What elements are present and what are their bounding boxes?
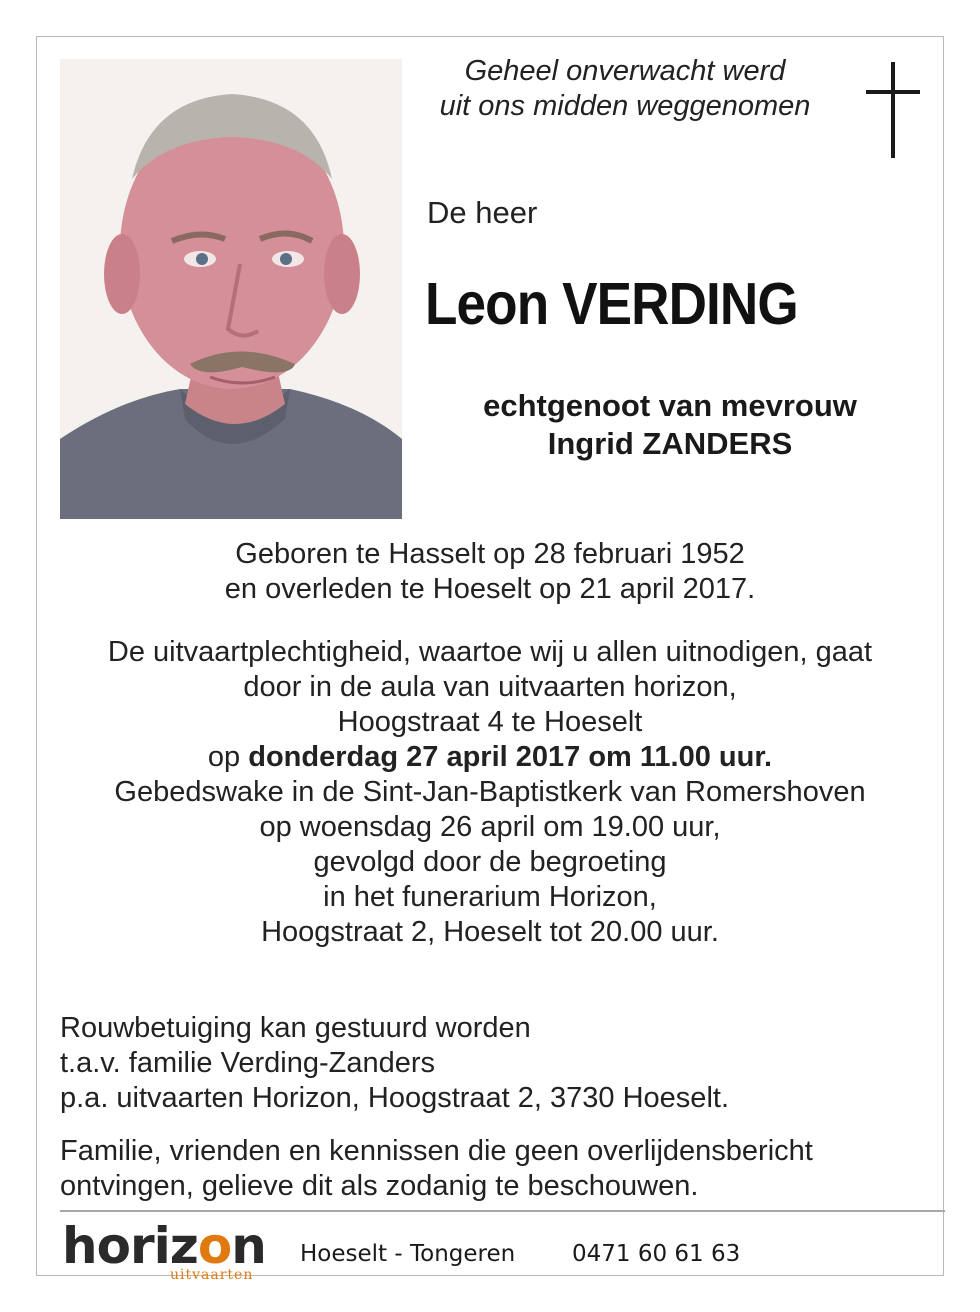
footer-phone: 0471 60 61 63 xyxy=(572,1241,741,1267)
spouse-info xyxy=(430,387,910,463)
spouse-line-2: Ingrid ZANDERS xyxy=(547,426,793,461)
footer-locations: Hoeselt - Tongeren xyxy=(300,1241,516,1267)
funeral-line-7: gevolgd door de begroeting xyxy=(313,846,667,878)
funeral-info xyxy=(40,635,940,950)
logo-wordmark: horizon xyxy=(62,1217,266,1275)
intro-line-2: uit ons midden weggenomen xyxy=(439,90,811,122)
spouse-line-1: echtgenoot van mevrouw xyxy=(483,388,857,423)
cross-icon xyxy=(866,62,920,158)
notice-line-2: ontvingen, gelieve dit als zodanig te beschouwen. xyxy=(60,1170,699,1202)
funeral-date: donderdag 27 april 2017 om 11.00 uur. xyxy=(248,741,773,773)
funeral-line-1: De uitvaartplechtigheid, waartoe wij u allen uitnodigen, gaat xyxy=(107,636,873,668)
funeral-line-3: Hoogstraat 4 te Hoeselt xyxy=(337,706,643,738)
funeral-date-line xyxy=(40,740,940,775)
notice-line-1: Familie, vrienden en kennissen die geen overlijdensbericht xyxy=(60,1135,813,1167)
honorific: De heer xyxy=(427,195,538,230)
funeral-line-6: op woensdag 26 april om 19.00 uur, xyxy=(259,811,721,843)
footer-divider xyxy=(60,1210,945,1212)
condolences-line-2: t.a.v. familie Verding-Zanders xyxy=(60,1047,436,1079)
funeral-line-8: in het funerarium Horizon, xyxy=(323,881,657,913)
condolences-line-3: p.a. uitvaarten Horizon, Hoogstraat 2, 3730 Hoeselt. xyxy=(60,1082,729,1114)
portrait-photo xyxy=(60,59,402,519)
horizon-logo xyxy=(62,1216,266,1286)
funeral-date-prefix: op xyxy=(207,741,241,773)
deceased-name: Leon VERDING xyxy=(425,271,798,337)
died-line: en overleden te Hoeselt op 21 april 2017. xyxy=(224,573,756,605)
notice-text xyxy=(60,1134,920,1204)
funeral-line-2: door in de aula van uitvaarten horizon, xyxy=(243,671,737,703)
intro-line-1: Geheel onverwacht werd xyxy=(464,55,786,87)
condolences-info xyxy=(60,1011,920,1116)
born-line: Geboren te Hasselt op 28 februari 1952 xyxy=(235,538,745,570)
intro-text xyxy=(410,54,840,124)
logo-subtitle: uitvaarten xyxy=(170,1267,254,1283)
condolences-line-1: Rouwbetuiging kan gestuurd worden xyxy=(60,1012,531,1044)
funeral-line-9: Hoogstraat 2, Hoeselt tot 20.00 uur. xyxy=(261,916,719,948)
birth-death-info xyxy=(40,537,940,607)
funeral-line-5: Gebedswake in de Sint-Jan-Baptistkerk van Romershoven xyxy=(114,776,866,808)
